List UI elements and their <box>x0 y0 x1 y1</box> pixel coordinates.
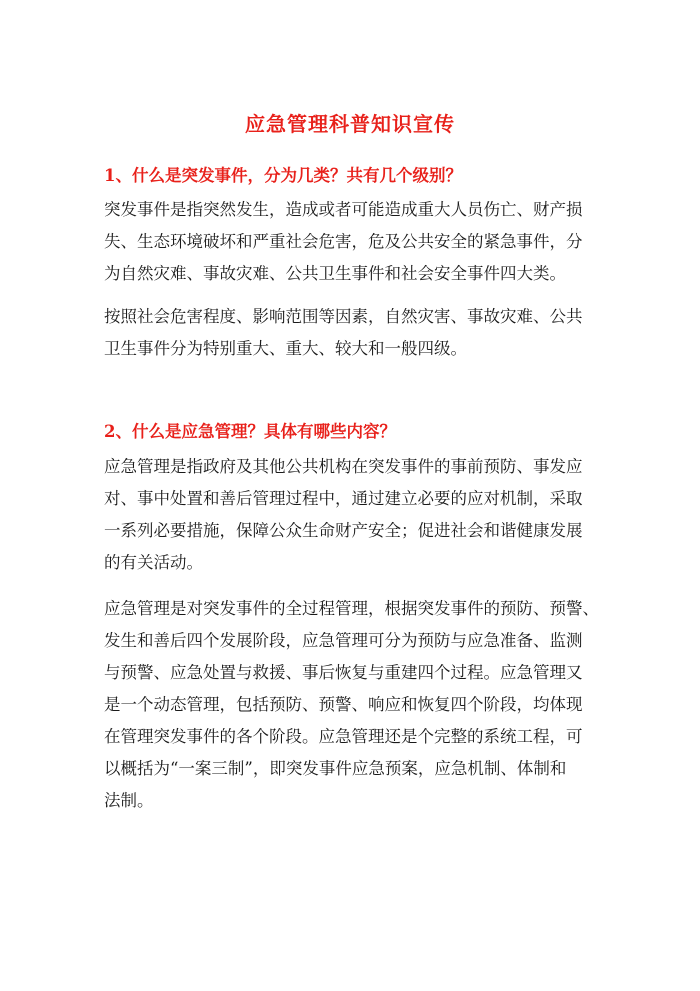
text-line: 应急管理是指政府及其他公共机构在突发事件的事前预防、事发应 <box>104 457 583 476</box>
text-line: 是一个动态管理，包括预防、预警、响应和恢复四个阶段，均体现 <box>104 695 583 714</box>
text-line: 对、事中处置和善后管理过程中，通过建立必要的应对机制，采取 <box>104 489 583 508</box>
text-line: 失、生态环境破坏和严重社会危害，危及公共安全的紧急事件，分 <box>104 232 583 251</box>
text-line: 突发事件是指突然发生，造成或者可能造成重大人员伤亡、财产损 <box>104 200 583 219</box>
section-1-paragraph-2 <box>104 301 604 365</box>
text-line: 按照社会危害程度、影响范围等因素，自然灾害、事故灾难、公共 <box>104 307 583 326</box>
text-line: 一系列必要措施，保障公众生命财产安全；促进社会和谐健康发展 <box>104 521 583 540</box>
text-line: 在管理突发事件的各个阶段。应急管理还是个完整的系统工程，可 <box>104 727 583 746</box>
text-line: 以概括为“一案三制”，即突发事件应急预案，应急机制、体制和 <box>104 759 567 778</box>
text-line: 法制。 <box>104 791 154 810</box>
section-2-paragraph-2 <box>104 593 604 817</box>
section-1-heading: 1、什么是突发事件，分为几类？共有几个级别？ <box>104 166 462 185</box>
text-line: 为自然灾难、事故灾难、公共卫生事件和社会安全事件四大类。 <box>104 264 566 283</box>
document-title: 应急管理科普知识宣传 <box>245 112 455 136</box>
text-line: 应急管理是对突发事件的全过程管理，根据突发事件的预防、预警、 <box>104 599 599 618</box>
text-line: 发生和善后四个发展阶段，应急管理可分为预防与应急准备、监测 <box>104 631 583 650</box>
section-1-paragraph-1 <box>104 194 604 290</box>
section-2-paragraph-1 <box>104 451 604 579</box>
text-line: 的有关活动。 <box>104 553 203 572</box>
text-line: 与预警、应急处置与救援、事后恢复与重建四个过程。应急管理又 <box>104 663 583 682</box>
section-2-heading: 2、什么是应急管理？具体有哪些内容？ <box>104 422 396 441</box>
text-line: 卫生事件分为特别重大、重大、较大和一般四级。 <box>104 339 467 358</box>
